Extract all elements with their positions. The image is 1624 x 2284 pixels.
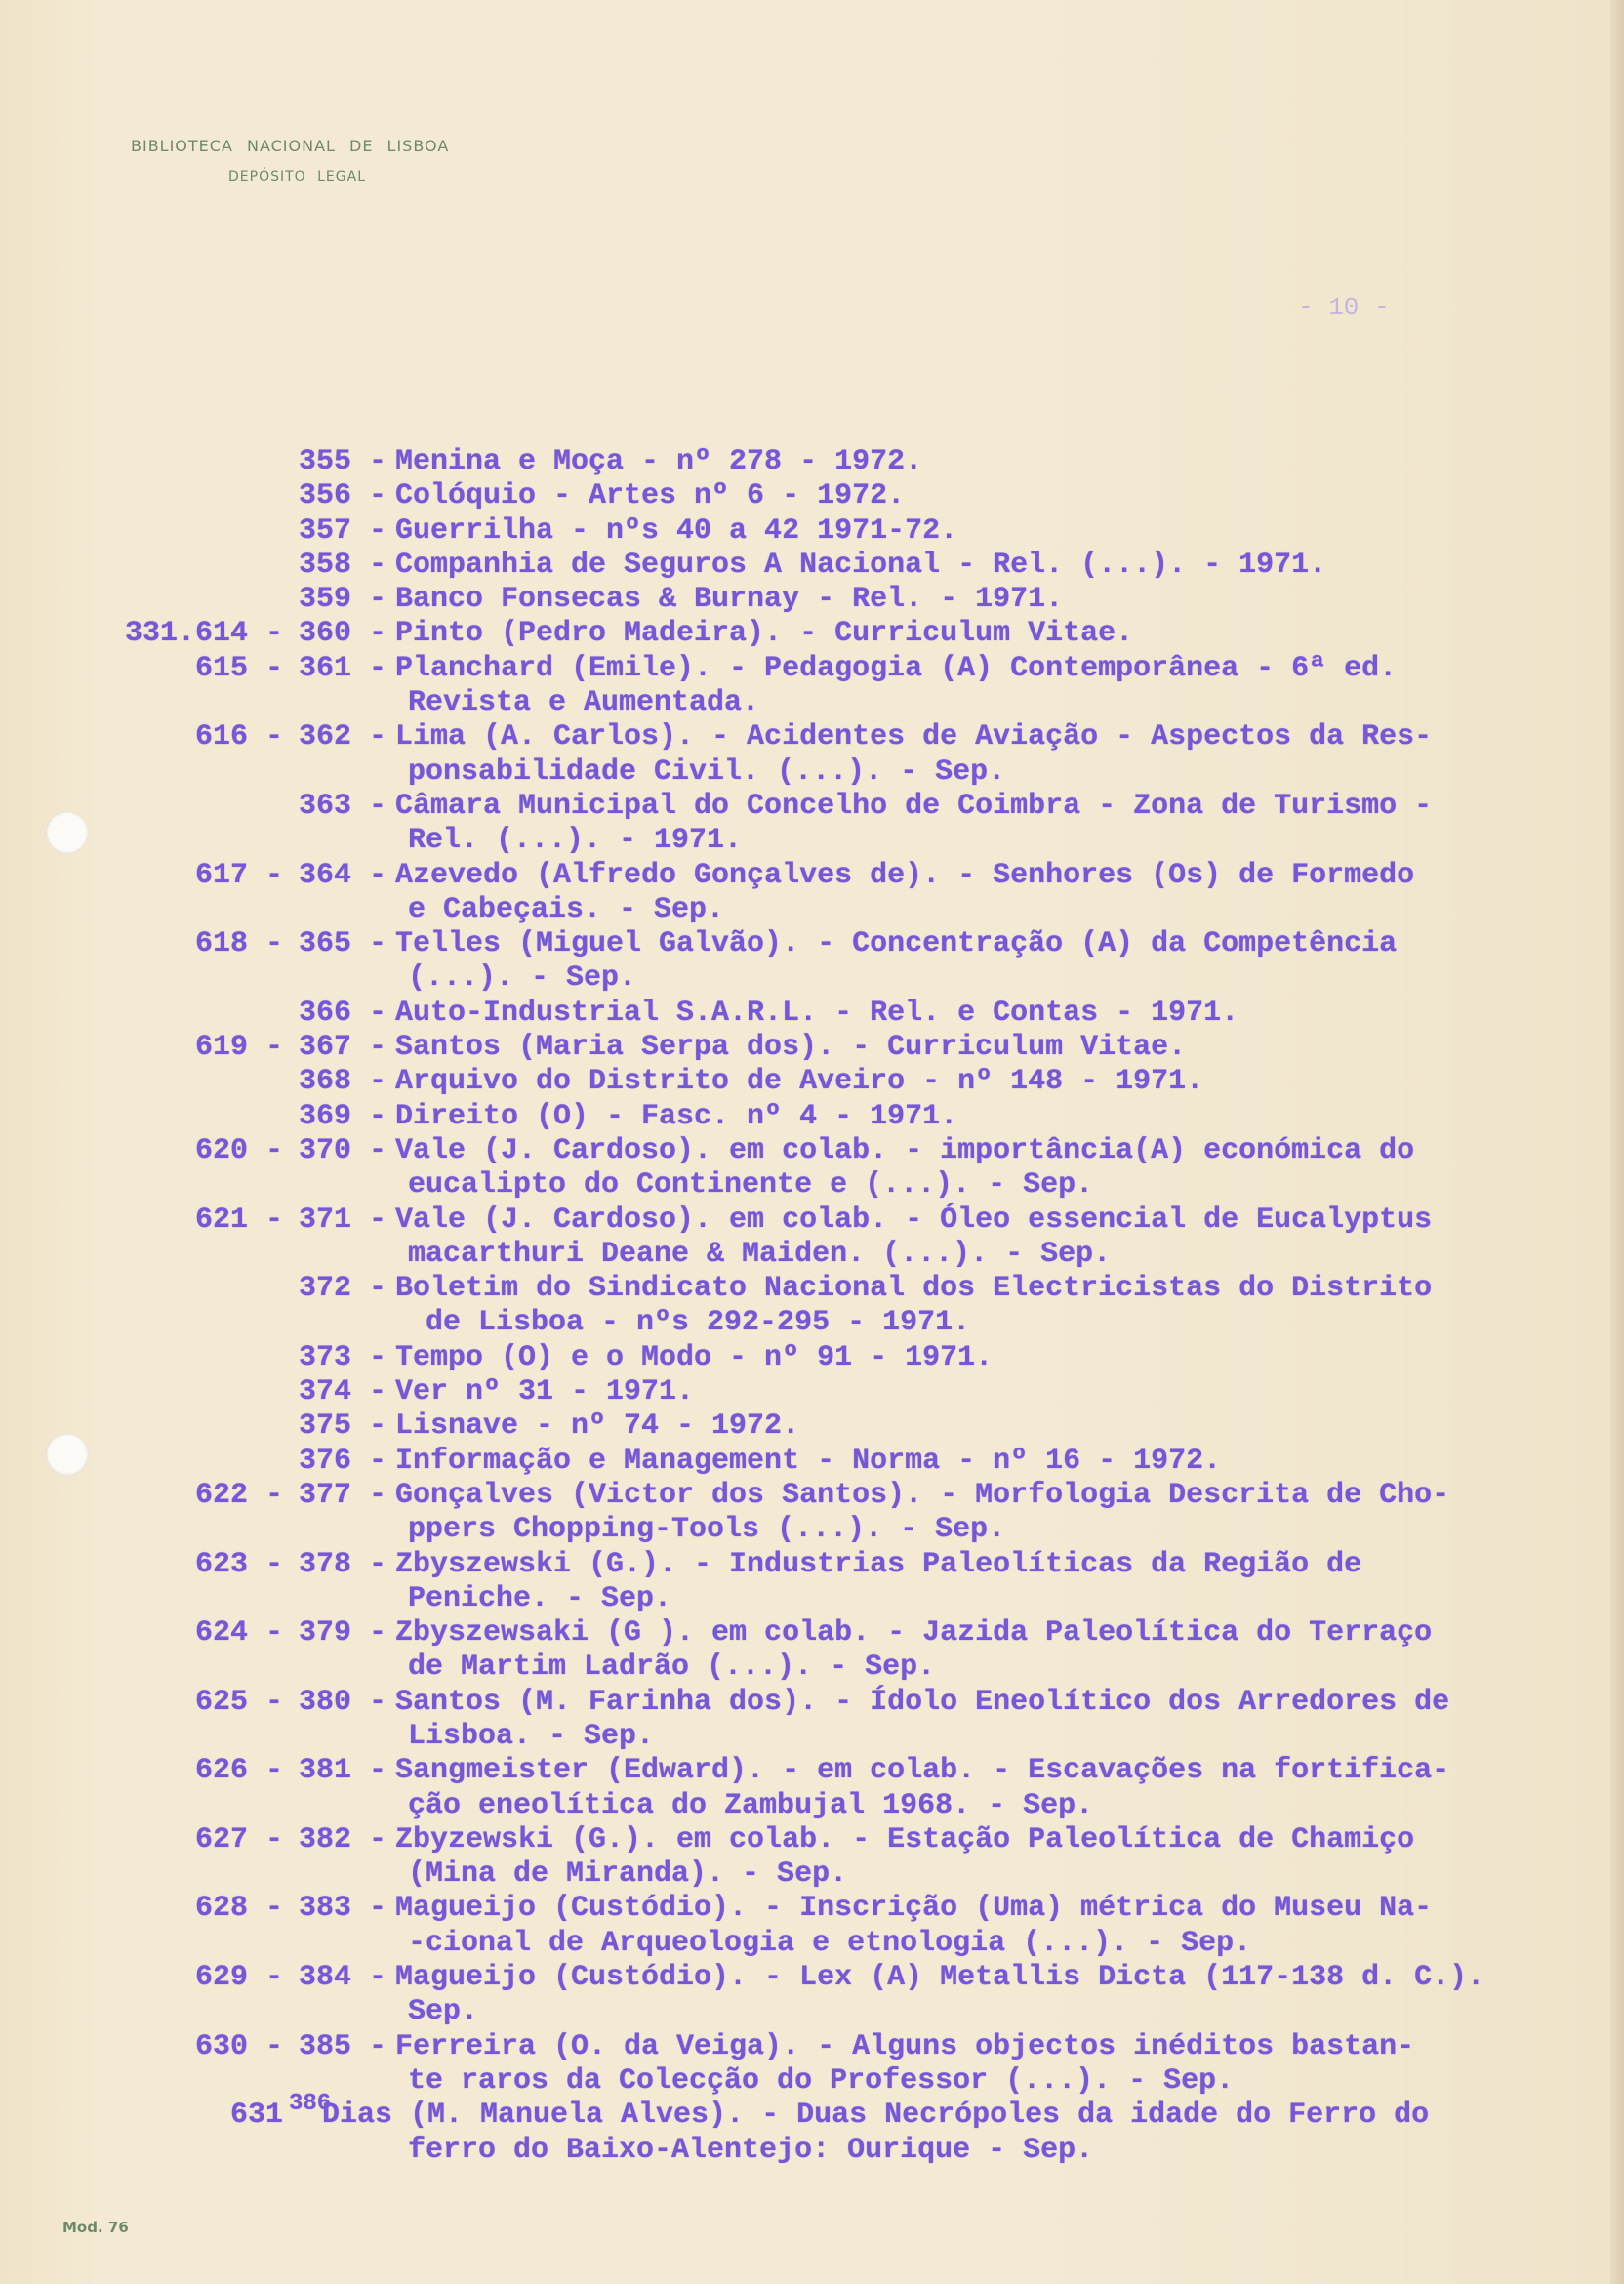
entry-text: Peniche. - Sep. (408, 1581, 672, 1615)
entry-line (0, 617, 1624, 651)
entry-number: 381 - (299, 1754, 387, 1788)
entry-line (0, 583, 1624, 617)
entry-text: Telles (Miguel Galvão). - Concentração (A) da Competência (395, 927, 1398, 961)
accession-number: 615 - (194, 651, 283, 685)
entry-number: 361 - (299, 651, 387, 685)
entry-text: Zbyzewski (G.). em colab. - Estação Paleolítica de Chamiço (395, 1822, 1415, 1856)
deposit-entry-list (0, 445, 1624, 2168)
entry-line (0, 479, 1624, 513)
entry-text: Vale (J. Cardoso). em colab. - Óleo essencial de Eucalyptus (395, 1203, 1433, 1237)
entry-number: 386 (289, 2091, 332, 2118)
accession-number: 621 - (194, 1203, 283, 1237)
entry-text: Ver nº 31 - 1971. (395, 1375, 695, 1409)
entry-text: Boletim do Sindicato Nacional dos Electricistas do Distrito (395, 1272, 1433, 1306)
entry-continuation-line (0, 755, 1624, 790)
entry-number (283, 1857, 408, 1892)
accession-number (0, 1065, 283, 1099)
entry-number: 356 - (299, 479, 387, 513)
entry-text: -cional de Arqueologia e etnologia (...). - Sep. (408, 1926, 1252, 1960)
entry-text: Lisnave - nº 74 - 1972. (395, 1409, 800, 1444)
entry-continuation-line (0, 2064, 1624, 2099)
entry-continuation-line (0, 1582, 1624, 1616)
entry-number (283, 1927, 408, 1961)
entry-line (0, 1548, 1624, 1582)
entry-continuation-line (0, 1168, 1624, 1203)
entry-number: 373 - (299, 1340, 387, 1374)
accession-number: 622 - (194, 1478, 283, 1512)
accession-number (0, 1651, 283, 1685)
entry-line (0, 1823, 1624, 1857)
entry-text: Planchard (Emile). - Pedagogia (A) Contemporânea - 6ª ed. (395, 651, 1398, 685)
entry-continuation-line (0, 2134, 1624, 2168)
entry-continuation-line (0, 893, 1624, 927)
entry-line (0, 1479, 1624, 1513)
entry-number: 364 - (299, 858, 387, 892)
entry-line (0, 2030, 1624, 2064)
entry-line (0, 720, 1624, 755)
entry-number: 367 - (299, 1031, 387, 1065)
entry-text: Arquivo do Distrito de Aveiro - nº 148 - 1971. (395, 1065, 1204, 1099)
entry-continuation-line (0, 686, 1624, 720)
entry-number (283, 1238, 408, 1272)
entry-text: ponsabilidade Civil. (...). - Sep. (408, 755, 1006, 789)
entry-text: ção eneolítica do Zambujal 1968. - Sep. (408, 1788, 1094, 1822)
entry-number (283, 686, 408, 720)
accession-number: 623 - (194, 1547, 283, 1581)
entry-number: 382 - (299, 1822, 387, 1856)
accession-number: 625 - (194, 1685, 283, 1719)
entry-text: Pinto (Pedro Madeira). - Curriculum Vitae. (395, 617, 1134, 651)
entry-text: Magueijo (Custódio). - Lex (A) Metallis Dicta (117-138 d. C.). (395, 1961, 1485, 1995)
accession-number (0, 514, 283, 549)
entry-line (0, 1100, 1624, 1134)
accession-number (0, 1513, 283, 1547)
accession-number: 617 - (194, 858, 283, 892)
accession-number (0, 1341, 283, 1375)
accession-number (0, 1306, 283, 1340)
entry-continuation-line (0, 961, 1624, 996)
entry-line (0, 1134, 1624, 1168)
entry-continuation-line (0, 1306, 1624, 1340)
entry-line (0, 1203, 1624, 1238)
entry-line (0, 1892, 1624, 1926)
entry-continuation-line (0, 1927, 1624, 1961)
accession-number: 626 - (194, 1754, 283, 1788)
entry-text: Câmara Municipal do Concelho de Coimbra - Zona de Turismo - (395, 789, 1433, 823)
entry-continuation-line (0, 1789, 1624, 1823)
entry-number: 383 - (299, 1892, 387, 1926)
entry-text: Santos (Maria Serpa dos). - Curriculum Vitae. (395, 1031, 1187, 1065)
entry-text: Colóquio - Artes nº 6 - 1972. (395, 479, 906, 513)
entry-text: Banco Fonsecas & Burnay - Rel. - 1971. (395, 583, 1064, 617)
entry-number (283, 1720, 408, 1754)
accession-number: 630 - (194, 2029, 283, 2063)
accession-number (0, 1995, 283, 2029)
entry-text: te raros da Colecção do Professor (...). - Sep. (408, 2063, 1235, 2098)
entry-line (0, 652, 1624, 686)
entry-text: Zbyszewski (G.). - Industrias Paleolíticas da Região de (395, 1547, 1362, 1581)
entry-line (0, 1961, 1624, 1995)
entry-number: 372 - (299, 1272, 387, 1306)
entry-text: Ferreira (O. da Veiga). - Alguns objectos inéditos bastan- (395, 2029, 1415, 2063)
entry-number: 385 - (299, 2029, 387, 2063)
entry-line (0, 1272, 1624, 1306)
entry-number (283, 1651, 408, 1685)
entry-text: de Lisboa - nºs 292-295 - 1971. (408, 1306, 971, 1340)
entry-line (0, 1445, 1624, 1479)
entry-line (0, 1686, 1624, 1720)
entry-text: Vale (J. Cardoso). em colab. - importância(A) económica do (395, 1133, 1415, 1167)
entry-line (0, 1409, 1624, 1444)
entry-text: de Martim Ladrão (...). - Sep. (408, 1651, 936, 1685)
page-number: - 10 - (1298, 293, 1390, 322)
entry-number: 360 - (299, 617, 387, 651)
entry-text: ferro do Baixo-Alentejo: Ourique - Sep. (408, 2133, 1094, 2167)
entry-text: Companhia de Seguros A Nacional - Rel. (...). - 1971. (395, 548, 1327, 582)
accession-number (0, 1789, 283, 1823)
entry-line (0, 1031, 1624, 1065)
entry-text: Dias (M. Manuela Alves). - Duas Necrópoles da idade do Ferro do (322, 2099, 1430, 2133)
accession-number (0, 1272, 283, 1306)
letterhead-institution: BIBLIOTECA NACIONAL DE LISBOA (131, 137, 450, 155)
entry-text: Sep. (408, 1995, 479, 2029)
accession-number: 629 - (194, 1961, 283, 1995)
letterhead-department: DEPÓSITO LEGAL (228, 169, 366, 184)
accession-number (0, 1445, 283, 1479)
entry-continuation-line (0, 1513, 1624, 1547)
entry-line (0, 927, 1624, 961)
entry-text: (Mina de Miranda). - Sep. (408, 1857, 848, 1892)
accession-number (0, 1927, 283, 1961)
entry-text: Azevedo (Alfredo Gonçalves de). - Senhores (Os) de Formedo (395, 858, 1415, 892)
entry-line (0, 2091, 1624, 2133)
entry-text: Auto-Industrial S.A.R.L. - Rel. e Contas - 1971. (395, 996, 1239, 1030)
entry-text: (...). - Sep. (408, 961, 637, 996)
accession-number: 627 - (194, 1822, 283, 1856)
accession-number: 616 - (194, 720, 283, 755)
entry-number: 378 - (299, 1547, 387, 1581)
accession-number: 631 (229, 2099, 283, 2133)
entry-text: macarthuri Deane & Maiden. (...). - Sep. (408, 1237, 1112, 1271)
entry-number: 370 - (299, 1133, 387, 1167)
entry-line (0, 549, 1624, 583)
accession-number (0, 583, 283, 617)
form-code: Mod. 76 (62, 2219, 129, 2236)
accession-number (0, 2134, 283, 2168)
entry-number: 365 - (299, 927, 387, 961)
entry-text: e Cabeçais. - Sep. (408, 892, 725, 926)
entry-number: 377 - (299, 1478, 387, 1512)
entry-number: 368 - (299, 1065, 387, 1099)
entry-continuation-line (0, 824, 1624, 858)
accession-number: 331.614 - (124, 617, 283, 651)
entry-number (283, 1513, 408, 1547)
entry-continuation-line (0, 1720, 1624, 1754)
entry-line (0, 1341, 1624, 1375)
entry-text: eucalipto do Continente e (...). - Sep. (408, 1168, 1094, 1203)
entry-line (0, 445, 1624, 479)
entry-number: 380 - (299, 1685, 387, 1719)
entry-number: 362 - (299, 720, 387, 755)
accession-number (0, 1375, 283, 1409)
entry-number: 358 - (299, 548, 387, 582)
accession-number (0, 1582, 283, 1616)
entry-number: 355 - (299, 445, 387, 478)
accession-number: 624 - (194, 1616, 283, 1651)
accession-number (0, 1857, 283, 1892)
entry-text: Guerrilha - nºs 40 a 42 1971-72. (395, 513, 958, 548)
accession-number (0, 961, 283, 996)
entry-number: 357 - (299, 513, 387, 548)
entry-number: 376 - (299, 1444, 387, 1478)
accession-number (0, 686, 283, 720)
entry-text: Zbyszewsaki (G ). em colab. - Jazida Paleolítica do Terraço (395, 1616, 1433, 1651)
entry-number (283, 1306, 408, 1340)
entry-number: 366 - (299, 996, 387, 1030)
entry-line (0, 997, 1624, 1031)
entry-number: 363 - (299, 789, 387, 823)
entry-number (283, 1168, 408, 1203)
entry-number (283, 961, 408, 996)
accession-number: 620 - (194, 1133, 283, 1167)
entry-text: Lima (A. Carlos). - Acidentes de Aviação - Aspectos da Res- (395, 720, 1433, 755)
entry-text: Magueijo (Custódio). - Inscrição (Uma) métrica do Museu Na- (395, 1892, 1433, 1926)
accession-number (0, 1100, 283, 1134)
entry-text: Rel. (...). - 1971. (408, 824, 743, 858)
entry-line (0, 1375, 1624, 1409)
entry-line (0, 790, 1624, 824)
entry-continuation-line (0, 1651, 1624, 1685)
accession-number (0, 893, 283, 927)
entry-line (0, 1616, 1624, 1651)
entry-text: Menina e Moça - nº 278 - 1972. (395, 445, 923, 478)
accession-number (0, 2064, 283, 2099)
entry-number: 371 - (299, 1203, 387, 1237)
entry-number: 375 - (299, 1409, 387, 1444)
accession-number (0, 445, 283, 479)
accession-number (0, 479, 283, 513)
entry-number: 369 - (299, 1099, 387, 1133)
entry-continuation-line (0, 1995, 1624, 2029)
entry-number (283, 1789, 408, 1823)
entry-continuation-line (0, 1857, 1624, 1892)
entry-number: 379 - (299, 1616, 387, 1651)
entry-number (283, 824, 408, 858)
accession-number (0, 1168, 283, 1203)
entry-number (283, 755, 408, 790)
accession-number (0, 1238, 283, 1272)
entry-text: Sangmeister (Edward). - em colab. - Escavações na fortifica- (395, 1754, 1450, 1788)
accession-number (0, 997, 283, 1031)
accession-number: 618 - (194, 927, 283, 961)
entry-line (0, 1065, 1624, 1099)
accession-number: 628 - (194, 1892, 283, 1926)
entry-continuation-line (0, 1238, 1624, 1272)
entry-line (0, 859, 1624, 893)
entry-number: 384 - (299, 1961, 387, 1995)
entry-number (283, 2134, 408, 2168)
entry-number: 359 - (299, 583, 387, 617)
entry-text: Santos (M. Farinha dos). - Ídolo Eneolítico dos Arredores de (395, 1685, 1450, 1719)
entry-number: 374 - (299, 1375, 387, 1409)
entry-text: ppers Chopping-Tools (...). - Sep. (408, 1513, 1006, 1547)
accession-number (0, 1409, 283, 1444)
accession-number (0, 1720, 283, 1754)
entry-number (283, 893, 408, 927)
accession-number (0, 755, 283, 790)
entry-text: Direito (O) - Fasc. nº 4 - 1971. (395, 1099, 958, 1133)
entry-text: Tempo (O) e o Modo - nº 91 - 1971. (395, 1340, 994, 1374)
entry-text: Gonçalves (Victor dos Santos). - Morfologia Descrita de Cho- (395, 1478, 1450, 1512)
entry-text: Informação e Management - Norma - nº 16 - 1972. (395, 1444, 1222, 1478)
entry-text: Lisboa. - Sep. (408, 1719, 655, 1753)
entry-text: Revista e Aumentada. (408, 686, 760, 720)
accession-number: 619 - (194, 1031, 283, 1065)
entry-line (0, 514, 1624, 549)
entry-number (283, 1995, 408, 2029)
entry-line (0, 1754, 1624, 1788)
accession-number (0, 549, 283, 583)
entry-number (283, 1582, 408, 1616)
accession-number (0, 824, 283, 858)
accession-number (0, 790, 283, 824)
